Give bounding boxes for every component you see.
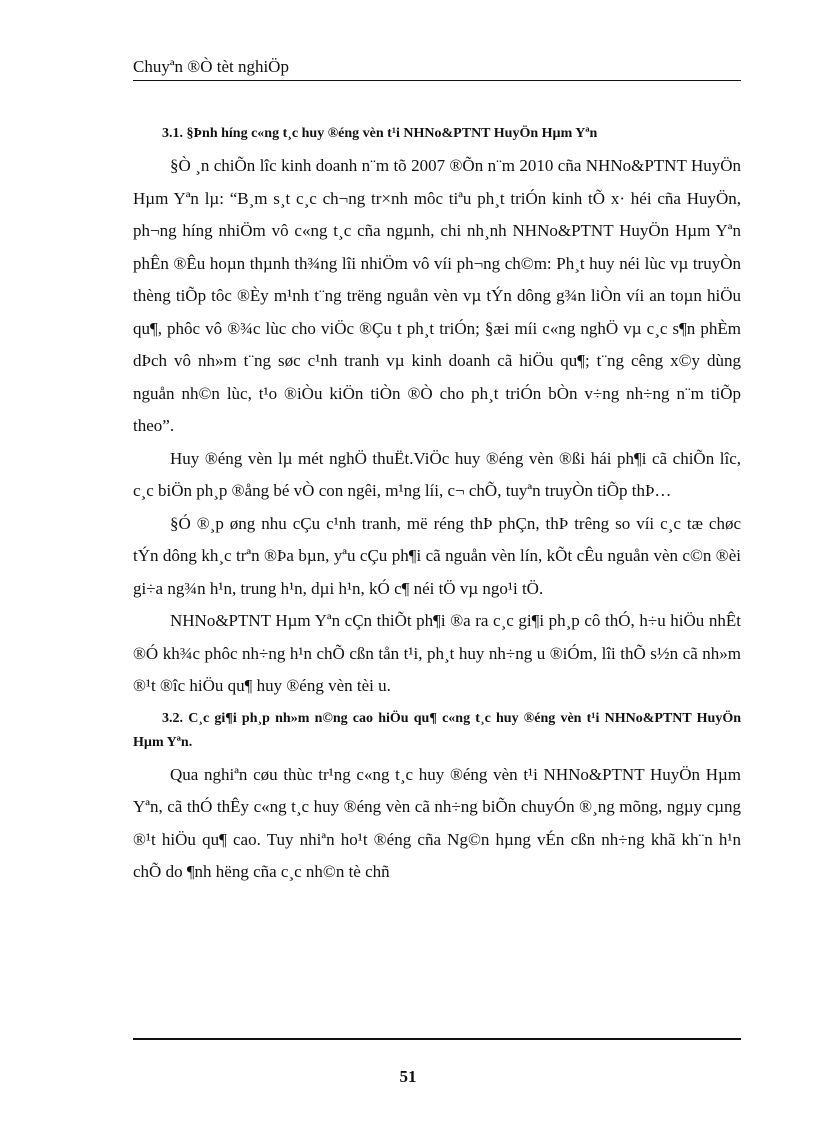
header-rule [133, 80, 741, 81]
page-body [133, 122, 741, 889]
paragraph-strategy: §Ò ¸n chiÕn lîc kinh doanh n¨m tõ 2007 ®Õn n¨m 2010 cña NHNo&PTNT HuyÖn Hµm Yªn lµ: “B¸m s¸t c¸c ch¬ng tr×nh môc tiªu ph¸t triÓn kinh tÕ x· héi cña HuyÖn, ph¬ng híng nhiÖm vô c«ng t¸c cña ngµnh, chi nh¸nh NHNo&PTNT HuyÖn Hµm Yªn phÊn ®Êu hoµn thµnh th¾ng lîi nhiÖm vô víi ph¬ng ch©m: Ph¸t huy néi lùc vµ truyÒn thèng tiÕp tôc ®Èy m¹nh t¨ng trëng nguån vèn vµ tÝn dông g¾n liÒn víi an toµn hiÖu qu¶, phôc vô ®¾c lùc cho viÖc ®Çu t ph¸t triÓn; §æi míi c«ng nghÖ vµ c¸c s¶n phÈm dÞch vô nh»m t¨ng søc c¹nh tranh vµ kinh doanh cã hiÖu qu¶; t¨ng cêng x©y dùng nguån nh©n lùc, t¹o ®iÒu kiÖn tiÒn ®Ò cho ph¸t triÓn bÒn v÷ng nh÷ng n¨m tiÕp theo”. [133, 156, 741, 435]
paragraph-solutions-needed: NHNo&PTNT Hµm Yªn cÇn thiÕt ph¶i ®a ra c¸c gi¶i ph¸p cô thÓ, h÷u hiÖu nhÊt ®Ó kh¾c phôc nh÷ng h¹n chÕ cßn tån t¹i, ph¸t huy nh÷ng u ®iÓm, lîi thÕ s½n cã nh»m ®¹t ®îc hiÖu qu¶ huy ®éng vèn tèi u. [133, 611, 741, 695]
paragraph-competition: §Ó ®¸p øng nhu cÇu c¹nh tranh, më réng thÞ phÇn, thÞ trêng so víi c¸c tæ chøc tÝn dông kh¸c trªn ®Þa bµn, yªu cÇu ph¶i cã nguån vèn lín, kÕt cÊu nguån vèn c©n ®èi gi÷a ng¾n h¹n, trung h¹n, dµi h¹n, kÓ c¶ néi tÖ vµ ngo¹i tÖ. [133, 513, 741, 598]
running-header: Chuyªn ®Ò tèt nghiÖp [133, 57, 289, 76]
footer-rule [133, 1038, 741, 1040]
section-heading-3-2: 3.2. C¸c gi¶i ph¸p nh»m n©ng cao hiÖu qu¶ c«ng t¸c huy ®éng vèn t¹i NHNo&PTNT HuyÖn Hµm Yªn. [133, 710, 741, 750]
section-heading-3-1: 3.1. §Þnh híng c«ng t¸c huy ®éng vèn t¹i NHNo&PTNT HuyÖn Hµm Yªn [162, 126, 598, 141]
paragraph-art-of-mobilization: Huy ®éng vèn lµ mét nghÖ thuËt.ViÖc huy ®éng vèn ®ßi hái ph¶i cã chiÕn lîc, c¸c biÖn ph¸p ®ång bé vÒ con ngêi, m¹ng líi, c¬ chÕ, tuyªn truyÒn tiÕp thÞ… [133, 448, 741, 500]
paragraph-research: Qua nghiªn cøu thùc tr¹ng c«ng t¸c huy ®éng vèn t¹i NHNo&PTNT HuyÖn Hµm Yªn, cã thÓ thÊy c«ng t¸c huy ®éng vèn cã nh÷ng biÕn chuyÓn ®¸ng mõng, ngµy cµng ®¹t hiÖu qu¶ cao. Tuy nhiªn ho¹t ®éng cña Ng©n hµng vÉn cßn nh÷ng khã kh¨n h¹n chÕ do ¶nh hëng cña c¸c nh©n tè chñ [133, 764, 741, 881]
page-number: 51 [399, 1067, 417, 1086]
